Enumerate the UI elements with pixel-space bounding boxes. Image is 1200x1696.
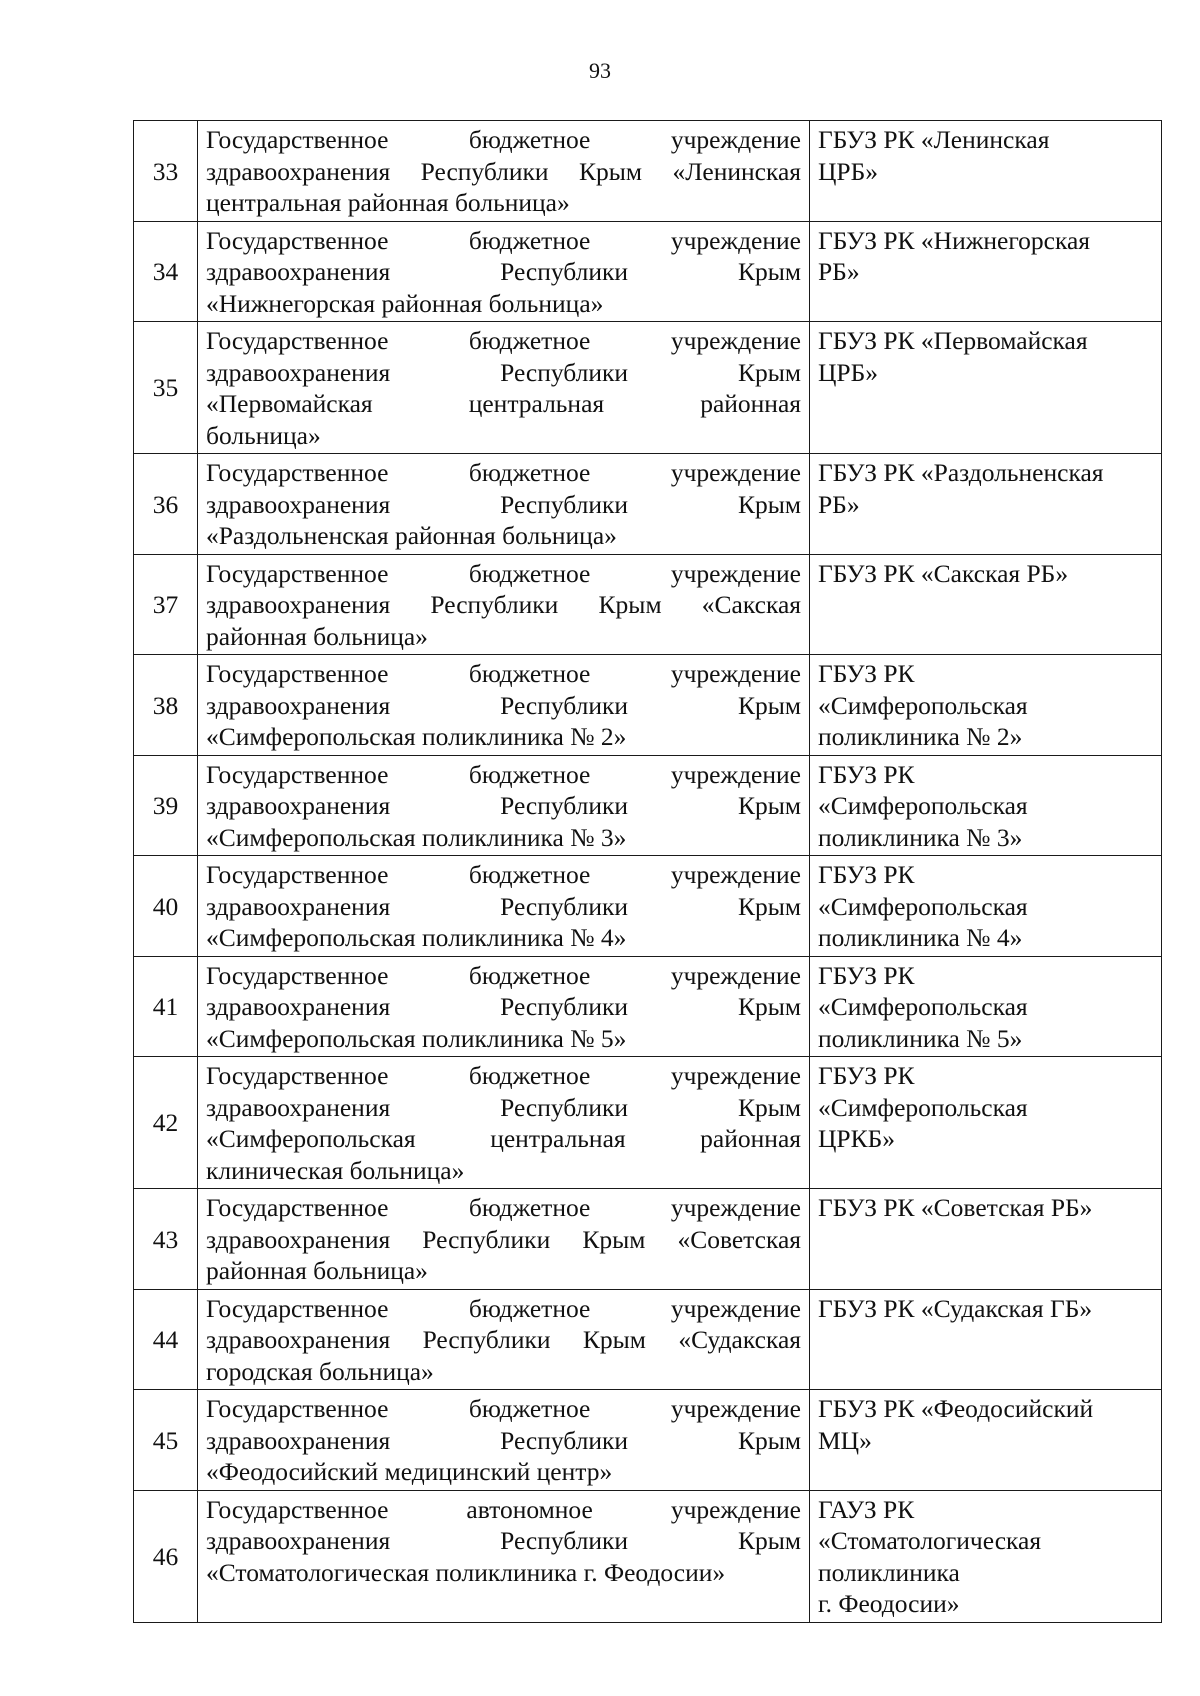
full-name-line: Государственное бюджетное учреждение	[206, 659, 801, 688]
full-name-line: здравоохранения Республики Крым	[206, 357, 801, 387]
table-row	[134, 454, 1162, 555]
short-name-cell	[810, 1057, 1162, 1189]
short-name-line: ГБУЗ РК «Феодосийский	[818, 1394, 1094, 1423]
page-number: 93	[589, 58, 611, 83]
table-row	[134, 554, 1162, 655]
full-name-line: «Симферопольская центральная районная	[206, 1124, 801, 1153]
institutions-table	[133, 120, 1162, 1623]
full-name-line: «Феодосийский медицинский центр»	[206, 1457, 613, 1486]
short-name-line: г. Феодосии»	[818, 1589, 960, 1618]
short-name-line: ГБУЗ РК «Нижнегорская	[818, 225, 1091, 255]
full-name-line: «Симферопольская поликлиника № 4»	[206, 923, 627, 952]
row-number: 35	[134, 322, 198, 454]
row-number: 36	[134, 454, 198, 555]
full-name-line: «Симферопольская поликлиника № 5»	[206, 1023, 627, 1053]
full-name-cell	[198, 221, 810, 322]
full-name-line: здравоохранения Республики Крым «Советская	[206, 1224, 801, 1254]
table-row	[134, 655, 1162, 756]
short-name-line: ГБУЗ РК	[818, 960, 915, 990]
full-name-cell	[198, 1490, 810, 1622]
full-name-cell	[198, 655, 810, 756]
short-name-cell	[810, 755, 1162, 856]
row-number: 34	[134, 221, 198, 322]
full-name-line: здравоохранения Республики Крым «Судакская	[206, 1325, 801, 1354]
full-name-line: Государственное бюджетное учреждение	[206, 225, 801, 255]
table-row	[134, 1390, 1162, 1491]
short-name-line: ЦРБ»	[818, 357, 878, 387]
short-name-line: поликлиника	[818, 1557, 960, 1587]
short-name-line: ГБУЗ РК «Первомайская	[818, 326, 1088, 355]
table-row	[134, 221, 1162, 322]
short-name-line: ГБУЗ РК	[818, 759, 915, 789]
full-name-line: здравоохранения Республики Крым	[206, 891, 801, 921]
short-name-line: «Симферопольская	[818, 992, 1028, 1021]
table-row	[134, 755, 1162, 856]
full-name-cell	[198, 322, 810, 454]
table-row	[134, 856, 1162, 957]
full-name-line: клиническая больница»	[206, 1155, 465, 1185]
full-name-line: Государственное бюджетное учреждение	[206, 1293, 801, 1323]
short-name-line: ЦРБ»	[818, 156, 878, 186]
full-name-line: Государственное бюджетное учреждение	[206, 326, 801, 355]
full-name-line: центральная районная больница»	[206, 188, 570, 217]
short-name-line: МЦ»	[818, 1425, 872, 1455]
full-name-line: здравоохранения Республики Крым	[206, 1425, 801, 1455]
short-name-line: «Симферопольская	[818, 791, 1028, 820]
row-number: 39	[134, 755, 198, 856]
full-name-cell	[198, 121, 810, 222]
full-name-line: Государственное бюджетное учреждение	[206, 759, 801, 789]
row-number: 46	[134, 1490, 198, 1622]
full-name-line: здравоохранения Республики Крым	[206, 992, 801, 1021]
full-name-cell	[198, 956, 810, 1057]
row-number: 41	[134, 956, 198, 1057]
row-number: 45	[134, 1390, 198, 1491]
short-name-line: «Симферопольская	[818, 690, 1028, 720]
full-name-line: здравоохранения Республики Крым «Сакская	[206, 590, 801, 619]
full-name-cell	[198, 1390, 810, 1491]
full-name-cell	[198, 1289, 810, 1390]
short-name-cell	[810, 1390, 1162, 1491]
full-name-line: «Раздольненская районная больница»	[206, 521, 617, 550]
short-name-cell	[810, 121, 1162, 222]
short-name-line: ГБУЗ РК «Советская РБ»	[818, 1193, 1093, 1222]
full-name-line: здравоохранения Республики Крым	[206, 257, 801, 286]
row-number: 38	[134, 655, 198, 756]
short-name-line: ГАУЗ РК	[818, 1494, 915, 1524]
full-name-cell	[198, 755, 810, 856]
table-row	[134, 322, 1162, 454]
full-name-line: Государственное бюджетное учреждение	[206, 125, 801, 154]
short-name-line: «Симферопольская	[818, 1092, 1028, 1122]
short-name-cell	[810, 322, 1162, 454]
row-number: 33	[134, 121, 198, 222]
row-number: 37	[134, 554, 198, 655]
full-name-line: Государственное бюджетное учреждение	[206, 1061, 801, 1090]
full-name-line: Государственное бюджетное учреждение	[206, 458, 801, 487]
full-name-line: больница»	[206, 420, 321, 450]
full-name-cell	[198, 554, 810, 655]
full-name-cell	[198, 856, 810, 957]
row-number: 40	[134, 856, 198, 957]
table-row	[134, 121, 1162, 222]
table-row	[134, 1189, 1162, 1290]
full-name-line: Государственное бюджетное учреждение	[206, 960, 801, 990]
short-name-cell	[810, 1289, 1162, 1390]
full-name-line: Государственное автономное учреждение	[206, 1494, 801, 1524]
short-name-line: ГБУЗ РК	[818, 659, 915, 688]
short-name-cell	[810, 655, 1162, 756]
full-name-line: Государственное бюджетное учреждение	[206, 1394, 801, 1423]
full-name-line: «Симферопольская поликлиника № 2»	[206, 722, 627, 751]
full-name-line: здравоохранения Республики Крым «Ленинская	[206, 156, 801, 186]
table-row	[134, 1490, 1162, 1622]
full-name-line: районная больница»	[206, 621, 428, 651]
full-name-line: Государственное бюджетное учреждение	[206, 1193, 801, 1222]
short-name-cell	[810, 554, 1162, 655]
table-row	[134, 956, 1162, 1057]
short-name-line: ЦРКБ»	[818, 1124, 895, 1153]
short-name-cell	[810, 454, 1162, 555]
short-name-line: ГБУЗ РК «Сакская РБ»	[818, 558, 1069, 588]
short-name-line: РБ»	[818, 489, 860, 519]
row-number: 42	[134, 1057, 198, 1189]
short-name-line: РБ»	[818, 257, 860, 286]
short-name-line: ГБУЗ РК «Ленинская	[818, 125, 1050, 154]
full-name-line: «Симферопольская поликлиника № 3»	[206, 822, 627, 852]
short-name-line: «Симферопольская	[818, 891, 1028, 921]
short-name-line: ГБУЗ РК	[818, 860, 915, 889]
full-name-line: «Стоматологическая поликлиника г. Феодосии»	[206, 1557, 726, 1587]
short-name-line: поликлиника № 3»	[818, 822, 1023, 852]
full-name-line: Государственное бюджетное учреждение	[206, 860, 801, 889]
full-name-line: районная больница»	[206, 1256, 428, 1285]
full-name-cell	[198, 1189, 810, 1290]
full-name-line: «Нижнегорская районная больница»	[206, 288, 604, 318]
table-row	[134, 1057, 1162, 1189]
short-name-cell	[810, 221, 1162, 322]
full-name-cell	[198, 1057, 810, 1189]
full-name-line: здравоохранения Республики Крым	[206, 489, 801, 519]
full-name-line: «Первомайская центральная районная	[206, 389, 801, 418]
table-body	[134, 121, 1162, 1623]
short-name-cell	[810, 1490, 1162, 1622]
full-name-cell	[198, 454, 810, 555]
short-name-line: поликлиника № 5»	[818, 1023, 1023, 1053]
table-row	[134, 1289, 1162, 1390]
row-number: 43	[134, 1189, 198, 1290]
row-number: 44	[134, 1289, 198, 1390]
short-name-cell	[810, 956, 1162, 1057]
short-name-line: ГБУЗ РК	[818, 1061, 915, 1090]
short-name-line: поликлиника № 4»	[818, 923, 1023, 952]
short-name-cell	[810, 1189, 1162, 1290]
short-name-cell	[810, 856, 1162, 957]
full-name-line: Государственное бюджетное учреждение	[206, 558, 801, 588]
short-name-line: ГБУЗ РК «Раздольненская	[818, 458, 1104, 487]
full-name-line: здравоохранения Республики Крым	[206, 791, 801, 820]
full-name-line: здравоохранения Республики Крым	[206, 1526, 801, 1555]
short-name-line: поликлиника № 2»	[818, 722, 1023, 751]
short-name-line: ГБУЗ РК «Судакская ГБ»	[818, 1293, 1093, 1323]
full-name-line: здравоохранения Республики Крым	[206, 1092, 801, 1122]
full-name-line: здравоохранения Республики Крым	[206, 690, 801, 720]
short-name-line: «Стоматологическая	[818, 1526, 1042, 1555]
full-name-line: городская больница»	[206, 1356, 434, 1386]
